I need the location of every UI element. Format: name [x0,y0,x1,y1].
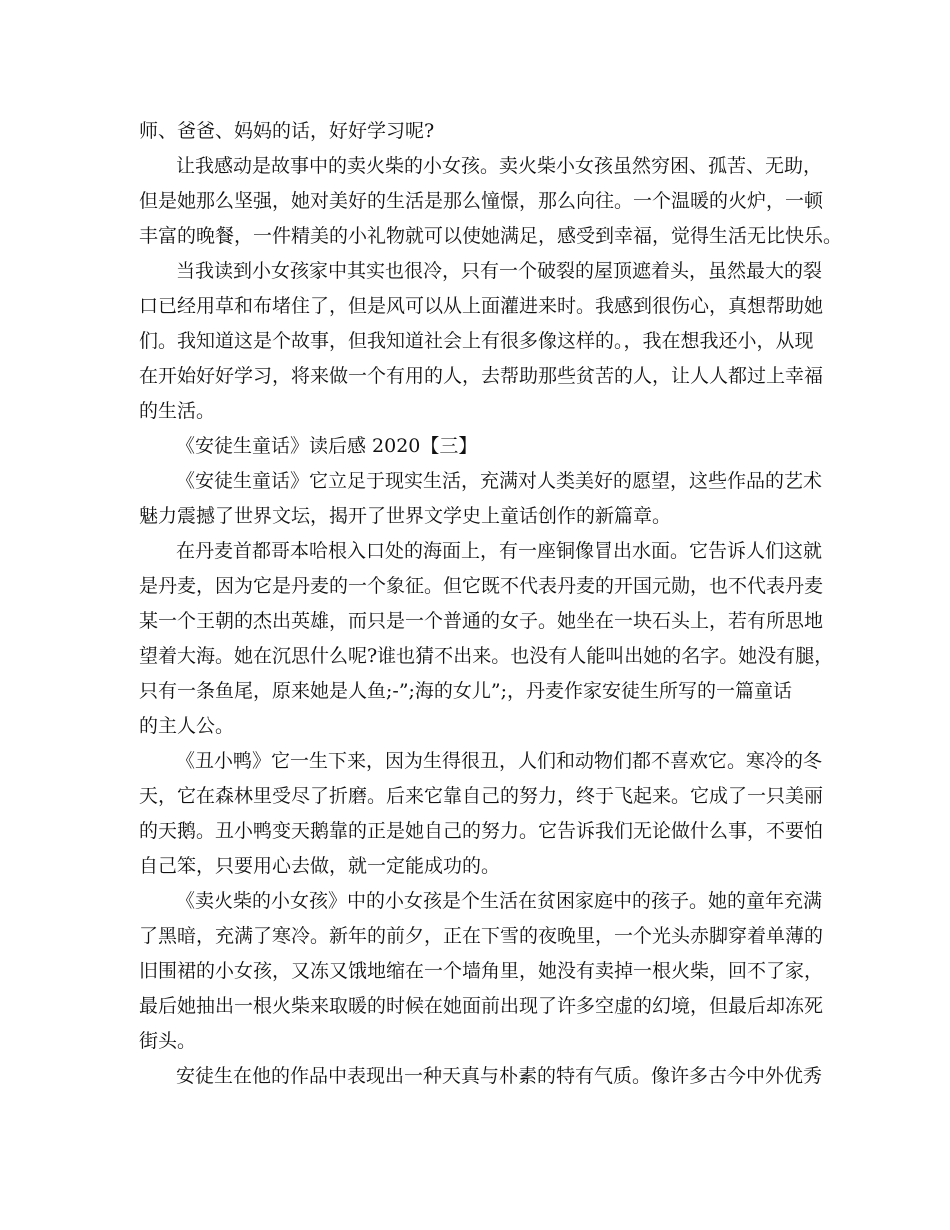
text-line [0,747,950,787]
line-text: 望着大海。她在沉思什么呢?谁也猜不出来。也没有人能叫出她的名字。她没有腿， [139,645,834,667]
line-text: 的天鹅。丑小鸭变天鹅靠的正是她自己的努力。它告诉我们无论做什么事，不要怕 [139,820,824,842]
section-heading-text: 《安徒生童话》读后感 2020【三】 [176,435,478,457]
text-line [0,327,950,367]
text-line [0,362,950,402]
text-line [0,922,950,962]
line-text: 的生活。 [139,400,216,422]
text-line [0,257,950,297]
line-text: 魅力震撼了世界文坛，揭开了世界文学史上童话创作的新篇章。 [139,505,672,527]
text-line [0,187,950,227]
line-text: 自己笨，只要用心去做，就一定能成功的。 [139,855,501,877]
line-text: 的主人公。 [139,715,235,737]
line-text: 旧围裙的小女孩，又冻又饿地缩在一个墙角里，她没有卖掉一根火柴，回不了家， [139,960,824,982]
line-text: 只有一条鱼尾，原来她是人鱼;-”;海的女儿”;，丹麦作家安徒生所写的一篇童话 [139,680,793,702]
text-line [0,502,950,542]
line-text: 《安徒生童话》它立足于现实生活，充满对人类美好的愿望，这些作品的艺术 [176,470,823,492]
section-heading [0,432,950,472]
text-line [0,117,950,157]
line-text: 在开始好好学习，将来做一个有用的人，去帮助那些贫苦的人，让人人都过上幸福 [139,365,824,387]
text-line [0,467,950,507]
text-line [0,992,950,1032]
text-line [0,152,950,192]
text-line [0,887,950,927]
line-text: 口已经用草和布堵住了，但是风可以从上面灌进来时。我感到很伤心，真想帮助她 [139,295,824,317]
line-text: 师、爸爸、妈妈的话，好好学习呢? [139,120,435,142]
text-line [0,537,950,577]
text-line [0,957,950,997]
line-text: 让我感动是故事中的卖火柴的小女孩。卖火柴小女孩虽然穷困、孤苦、无助， [176,155,823,177]
line-text: 丰富的晚餐，一件精美的小礼物就可以使她满足，感受到幸福，觉得生活无比快乐。 [139,225,843,247]
text-line [0,1027,950,1067]
line-text: 安徒生在他的作品中表现出一种天真与朴素的特有气质。像许多古今中外优秀 [176,1065,823,1087]
line-text: 了黑暗，充满了寒冷。新年的前夕，正在下雪的夜晚里，一个光头赤脚穿着单薄的 [139,925,824,947]
line-text: 但是她那么坚强，她对美好的生活是那么憧憬，那么向往。一个温暖的火炉，一顿 [139,190,824,212]
text-line [0,782,950,822]
line-text: 天，它在森林里受尽了折磨。后来它靠自己的努力，终于飞起来。它成了一只美丽 [139,785,824,807]
text-line [0,572,950,612]
text-line [0,397,950,437]
line-text: 当我读到小女孩家中其实也很冷，只有一个破裂的屋顶遮着头，虽然最大的裂 [176,260,823,282]
text-line [0,642,950,682]
line-text: 某一个王朝的杰出英雄，而只是一个普通的女子。她坐在一块石头上，若有所思地 [139,610,824,632]
text-line [0,817,950,857]
text-line [0,1062,950,1102]
text-line [0,677,950,717]
line-text: 《丑小鸭》它一生下来，因为生得很丑，人们和动物们都不喜欢它。寒冷的冬 [176,750,823,772]
text-line [0,852,950,892]
line-text: 们。我知道这是个故事，但我知道社会上有很多像这样的。，我在想我还小，从现 [139,330,814,352]
text-line [0,292,950,332]
line-text: 在丹麦首都哥本哈根入口处的海面上，有一座铜像冒出水面。它告诉人们这就 [176,540,823,562]
line-text: 是丹麦，因为它是丹麦的一个象征。但它既不代表丹麦的开国元勋，也不代表丹麦 [139,575,824,597]
line-text: 《卖火柴的小女孩》中的小女孩是个生活在贫困家庭中的孩子。她的童年充满 [176,890,823,912]
text-line [0,712,950,752]
line-text: 最后她抽出一根火柴来取暖的时候在她面前出现了许多空虚的幻境，但最后却冻死 [139,995,824,1017]
text-line [0,607,950,647]
text-line [0,222,950,262]
line-text: 街头。 [139,1030,197,1052]
